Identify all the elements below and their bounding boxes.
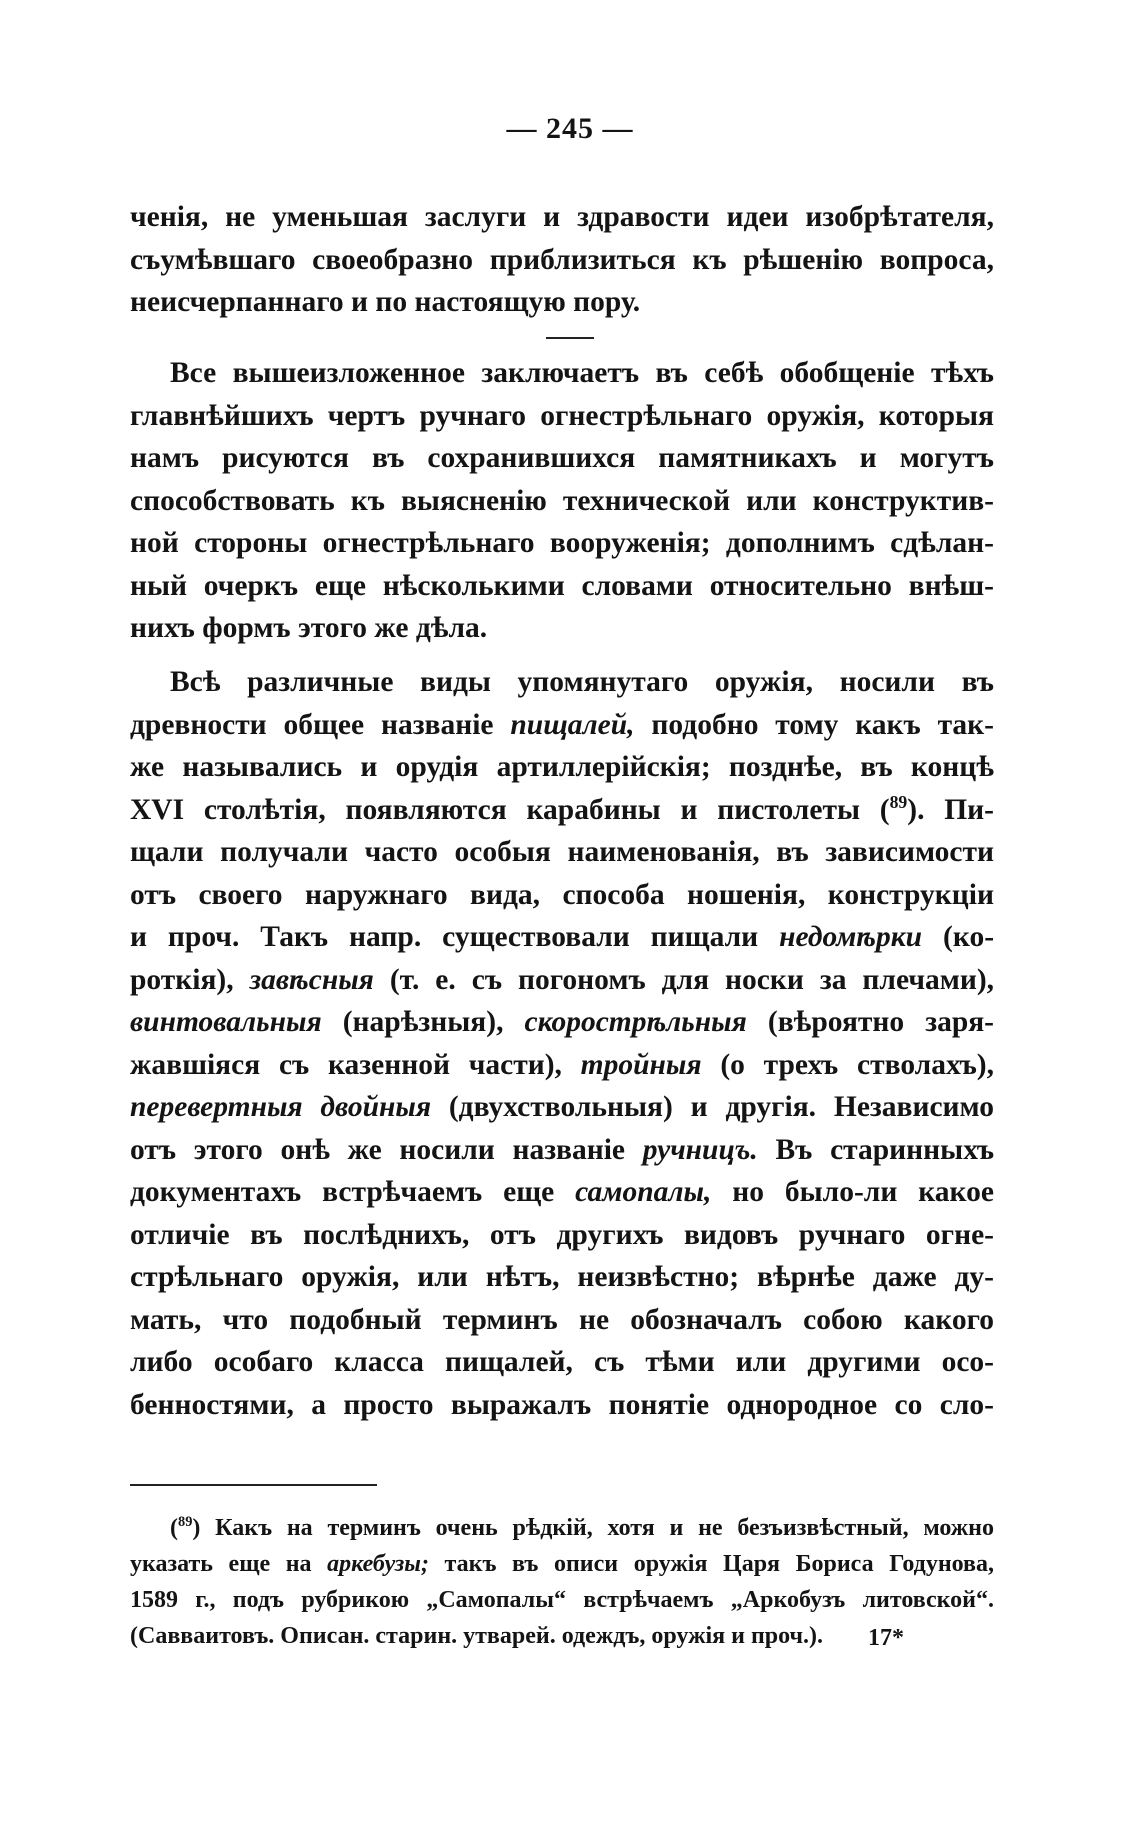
text-line: 1589 г., подъ рубрикою „Самопалы“ встрѣчаемъ „Аркобузъ литовской“. [130,1587,994,1613]
text-line: древности общее названіе пищалей, подобно тому какъ так- [130,708,995,741]
text-line: жавшіяся съ казенной части), тройныя (о трехъ стволахъ), [130,1048,995,1081]
text-line: щали получали часто особыя наименованія, въ зависимости [130,836,994,868]
text-line: документахъ встрѣчаемъ еще самопалы, но было-ли какое [130,1176,995,1208]
italic-term: перевертныя двойныя [130,1091,432,1123]
italic-term: аркебузы; [327,1551,429,1577]
footnote [130,1510,994,1654]
text-line: отъ этого онѣ же носили названіе ручницъ. Въ старинныхъ [130,1133,995,1166]
text-line: неисчерпаннаго и по настоящую пору. [130,286,641,318]
text-line: указать еще на аркебузы; такъ въ описи оружія Царя Бориса Годунова, [130,1551,995,1577]
text-line: стрѣльнаго оружія, или нѣтъ, неизвѣстно; вѣрнѣе даже ду- [130,1261,994,1293]
italic-term: винтовальныя [130,1006,322,1038]
text-line: винтовальныя (нарѣзныя), скорострѣльныя (вѣроятно заря- [130,1006,995,1038]
italic-term: ручницъ. [642,1133,758,1166]
text-line: ($^{89}$) Какъ на терминъ очень рѣдкій, хотя и не безъизвѣстный, можно [170,1514,995,1541]
italic-term: недомѣрки [779,921,923,953]
text-line: Всѣ различные виды упомянутаго оружія, носили въ [170,666,994,698]
text-line: XVI столѣтія, появляются карабины и пистолеты ($^{89}$). Пи- [130,791,995,826]
italic-term: пищалей, [510,708,635,741]
italic-term: скорострѣльныя [524,1006,747,1038]
text-line: отличіе въ послѣднихъ, отъ другихъ видовъ ручнаго огне- [130,1218,994,1251]
text-line: роткія), завѣсныя (т. е. съ погономъ для носки за плечами), [130,963,995,996]
paragraph-weapon-names [130,661,994,1426]
paragraph-continuation [130,196,994,324]
italic-term: завѣсныя [249,963,374,996]
text-line: главнѣйшихъ чертъ ручнаго огнестрѣльнаго оружія, которыя [130,399,994,432]
paragraph-summary [130,352,994,650]
text-line: Все вышеизложенное заключаетъ въ себѣ обобщеніе тѣхъ [170,357,994,389]
footnote-reference: 89 [889,791,908,812]
text-line: намъ рисуются въ сохранившихся памятникахъ и могутъ [130,442,994,474]
text-line: способствовать къ выясненію технической или конструктив- [130,484,994,517]
text-line: же назывались и орудія артиллерійскія; позднѣе, въ концѣ [130,751,994,783]
text-line: либо особаго класса пищалей, съ тѣми или другими осо- [130,1346,994,1378]
italic-term: самопалы, [575,1176,712,1208]
text-line: и проч. Такъ напр. существовали пищали недомѣрки (ко- [130,921,995,953]
text-line: перевертныя двойныя (двухствольныя) и другія. Независимо [130,1091,994,1123]
text-line: ной стороны огнестрѣльнаго вооруженія; дополнимъ сдѣлан- [130,527,994,559]
text-line: нихъ формъ этого же дѣла. [130,612,488,644]
text-line: мать, что подобный терминъ не обозначалъ собою какого [130,1303,994,1336]
text-line: бенностями, а просто выражалъ понятіе однородное со сло- [130,1388,994,1421]
footnote-marker: 89 [178,1514,193,1530]
signature-mark: 17* [868,1625,904,1651]
footnote-divider [130,1484,377,1486]
text-line: ченія, не уменьшая заслуги и здравости идеи изобрѣтателя, [130,201,994,233]
text-line: ный очеркъ еще нѣсколькими словами относительно внѣш- [130,569,994,602]
text-line: отъ своего наружнаго вида, способа ношенія, конструкціи [130,878,994,911]
italic-term: тройныя [580,1048,702,1081]
text-line: (Савваитовъ. Описан. старин. утварей. одеждъ, оружія и проч.). [130,1623,824,1649]
page-number: — 245 — [506,112,634,145]
text-line: съумѣвшаго своеобразно приблизиться къ рѣшенію вопроса, [130,243,994,276]
section-divider [546,337,594,339]
